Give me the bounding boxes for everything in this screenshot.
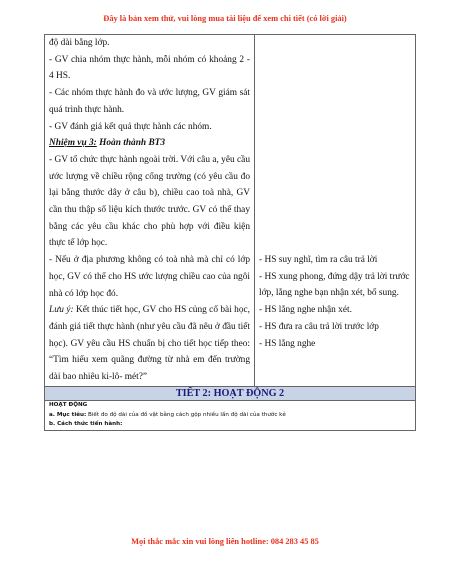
note-label: Lưu ý: [49, 305, 74, 316]
lesson-heading: HOẠT ĐỘNG [49, 401, 88, 408]
note-text: Kết thúc tiết học, GV cho HS củng cố bài học, đánh giá tiết thực hành (như yêu cầu đã nêu ở đầu tiết học). GV yêu cầu HS chuẩn bị cho tiết học tiếp theo: “Tìm hiểu xem quãng đường từ nhà em đến trường dài bao nhiêu ki-lô- mét?” [49, 305, 250, 383]
teacher-step: - GV tổ chức thực hành ngoài trời. Với câu a, yêu cầu ước lượng về chiều rộng cổng trường (có yêu cầu đo lại bằng thước dây ở câu b), chiều cao toà nhà, GV cần thu thập số liệu kích thước trước. GV có thể thay bằng các yêu cầu khác cho phù hợp với điều kiện thực tế lớp học. [49, 154, 250, 249]
teacher-step: - Nếu ở địa phương không có toà nhà mà chỉ có lớp học, GV có thể cho HS ước lượng chiều cao của ngôi nhà có lớp học đó. [49, 255, 250, 299]
section-heading-row [45, 386, 416, 400]
note-paragraph [49, 302, 250, 386]
task-heading [49, 135, 250, 152]
section-heading: TIẾT 2: HOẠT ĐỘNG 2 [45, 386, 416, 400]
teacher-step: - Các nhóm thực hành đo và ước lượng, GV giám sát quá trình thực hành. [49, 88, 250, 115]
student-activities-cell [255, 35, 416, 387]
method-label: b. Cách thức tiến hành: [49, 421, 123, 428]
teacher-step: - GV đánh giá kết quả thực hành các nhóm. [49, 121, 212, 132]
teacher-step: độ dài bằng lớp. [49, 38, 110, 48]
student-step: - HS lắng nghe nhận xét. [259, 305, 352, 316]
teacher-activities-cell [45, 35, 255, 387]
task-label: Nhiệm vụ 3: [49, 138, 97, 149]
preview-banner: Đây là bản xem thử, vui lòng mua tài liệu để xem chi tiết (có lời giải) [103, 14, 347, 23]
teacher-step: - GV chia nhóm thực hành, mỗi nhóm có khoảng 2 - 4 HS. [49, 54, 250, 82]
activity-row [45, 35, 416, 387]
objective [49, 411, 411, 421]
objective-text: Biết đo độ dài của đồ vật bằng cách gộp nhiều lần độ dài của thước kẻ [86, 411, 286, 418]
hotline-banner: Mọi thắc mắc xin vui lòng liên hotline: 084 283 45 85 [131, 537, 319, 546]
student-step: - HS suy nghĩ, tìm ra câu trả lời [259, 255, 378, 265]
objective-label: a. Mục tiêu: [49, 411, 87, 418]
lesson-cell [45, 400, 416, 430]
spacer [259, 35, 411, 252]
lesson-row [45, 400, 416, 430]
student-step: - HS lắng nghe [259, 338, 316, 349]
student-step: - HS xung phong, đứng dậy trả lời trước lớp, lắng nghe bạn nhận xét, bổ sung. [259, 271, 410, 299]
task-title: Hoàn thành BT3 [96, 138, 166, 149]
lesson-plan-table [44, 34, 416, 431]
student-step: - HS đưa ra câu trả lời trước lớp [259, 321, 379, 332]
